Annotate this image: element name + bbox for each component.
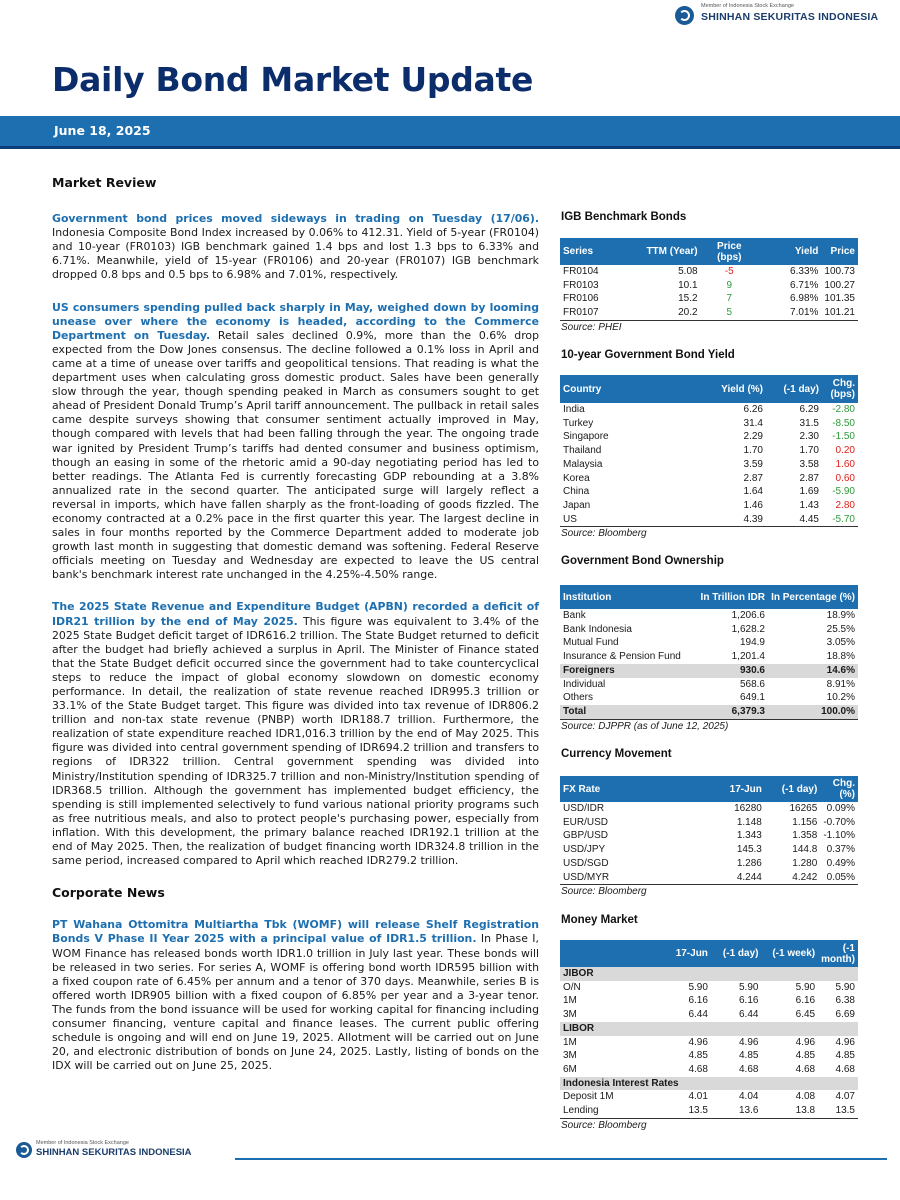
yield10-cell: 1.70: [799, 445, 819, 457]
currency-cell: -0.70%: [823, 816, 855, 828]
yield10-cell: 1.60: [835, 458, 855, 470]
igb-cell: 7.01%: [758, 306, 821, 320]
yield10-header-yield: Yield (%): [686, 375, 766, 403]
money-cell: 4.96: [739, 1036, 759, 1048]
money-cell: 3M: [563, 1050, 577, 1062]
currency-cell: 0.37%: [826, 844, 855, 856]
ownership-cell: Mutual Fund: [563, 637, 619, 649]
yield10-cell: 2.87: [743, 472, 763, 484]
table-row: [560, 1063, 858, 1077]
market-review-paragraph-1: [52, 212, 539, 282]
money-cell: 4.04: [739, 1091, 759, 1103]
money-cell: 6.16: [795, 995, 816, 1007]
money-cell: 6.44: [739, 1009, 759, 1021]
igb-cell: FR0107: [560, 306, 635, 320]
corporate-news-heading: Corporate News: [52, 885, 165, 901]
currency-cell: USD/MYR: [560, 871, 684, 885]
currency-cell: 0.05%: [820, 871, 858, 885]
money-cell: 4.68: [688, 1063, 708, 1075]
table-row: [560, 472, 858, 486]
currency-cell: 144.8: [792, 844, 818, 856]
ownership-cell: Total: [560, 705, 686, 719]
money-cell: 4.85: [835, 1050, 855, 1062]
table-row: [560, 430, 858, 444]
ownership-cell: Bank Indonesia: [563, 623, 632, 635]
igb-cell: -5: [724, 266, 734, 277]
currency-title: Currency Movement: [561, 748, 672, 760]
money-cell: 5.90: [688, 981, 708, 993]
currency-cell: 1.358: [792, 830, 818, 842]
ownership-table: [560, 585, 858, 720]
igb-cell: 6.33%: [790, 266, 819, 277]
money-cell: O/N: [563, 981, 581, 993]
money-cell: 6.69: [835, 1009, 855, 1021]
yield10-cell: -8.50: [832, 417, 855, 429]
currency-cell: 0.09%: [826, 803, 855, 814]
ownership-cell: Insurance & Pension Fund: [563, 651, 681, 663]
igb-header-yield: Yield: [758, 238, 821, 265]
group-label: LIBOR: [560, 1022, 858, 1036]
yield10-cell: 3.59: [743, 458, 763, 470]
igb-cell: 100.27: [824, 279, 855, 291]
yield10-cell: Korea: [563, 472, 590, 484]
yield10-cell: 31.4: [743, 417, 763, 429]
igb-section: [560, 238, 858, 334]
table-row: [560, 417, 858, 431]
yield10-cell: Malaysia: [563, 458, 603, 470]
ownership-cell: 649.1: [739, 692, 765, 704]
table-row: [560, 292, 858, 306]
ownership-cell: Foreigners: [560, 664, 686, 678]
logo-tagline: Member of Indonesia Stock Exchange: [701, 3, 794, 9]
currency-cell: 1.286: [736, 857, 762, 869]
currency-cell: USD/IDR: [563, 803, 605, 814]
table-row: [560, 458, 858, 472]
currency-cell: USD/SGD: [563, 857, 609, 869]
ownership-cell: 25.5%: [826, 623, 855, 635]
ownership-header-trillion: In Trillion IDR: [686, 585, 768, 609]
ownership-header-institution: Institution: [560, 585, 686, 609]
table-row: [560, 650, 858, 664]
igb-cell: 101.35: [824, 293, 855, 305]
logo-name: SHINHAN SEKURITAS INDONESIA: [701, 11, 879, 23]
market-review-paragraph-3: [52, 600, 539, 868]
corporate-news-paragraph-1: [52, 918, 539, 1073]
ownership-cell: 18.9%: [826, 610, 855, 621]
igb-cell: 10.1: [678, 279, 698, 291]
yield10-cell: 2.29: [743, 431, 763, 443]
table-row: [560, 871, 858, 885]
table-row: [560, 609, 858, 623]
igb-cell: 9: [726, 279, 733, 291]
currency-cell: GBP/USD: [563, 830, 609, 842]
ownership-cell: 18.8%: [826, 651, 855, 663]
currency-cell: 16265: [789, 803, 818, 814]
table-row: [560, 857, 858, 871]
table-row: [560, 623, 858, 637]
igb-cell: 15.2: [678, 293, 698, 305]
igb-cell: 7: [726, 293, 733, 305]
ownership-cell: 100.0%: [768, 705, 858, 719]
yield10-cell: -1.50: [832, 431, 855, 443]
paragraph-body: In Phase I, WOM Finance has released bonds worth IDR1.0 trillion in July last year. These bonds will be released in two series. For series A, WOMF is offering bond worth IDR595 billion with a fixed coupon rate of 6.45% per annum and a tenor of 370 days. Meanwhile, series B is offered worth IDR905 billion with a fixed coupon of 6.85% per year and a 3-year tenor. The funds from the bond issuance will be used for working capital for financing including consumer financing, venture capital and finance leases. The current public offering schedule is ongoing and will end on June 19, 2025. Allotment will be carried out on June 20, and electronic distribution of bonds on June 24, 2025. Lastly, listing of bonds on the IDX will be carried out on June 25, 2025.: [52, 932, 539, 1073]
yield10-title: 10-year Government Bond Yield: [561, 349, 735, 361]
table-row: [560, 1036, 858, 1050]
igb-source: Source: PHEI: [561, 321, 622, 333]
money-cell: 4.96: [835, 1036, 855, 1048]
currency-cell: 1.156: [792, 816, 818, 828]
igb-cell: FR0104: [563, 266, 599, 277]
group-row-indonesia-rates: [560, 1077, 858, 1091]
ownership-cell: 1,201.4: [731, 651, 765, 663]
ownership-cell: 1,628.2: [731, 623, 765, 635]
money-cell: 4.68: [835, 1063, 855, 1075]
currency-header-date: 17-Jun: [684, 776, 765, 802]
money-cell: 4.08: [795, 1091, 816, 1103]
money-header-date: 17-Jun: [657, 940, 711, 967]
yield10-header-change: Chg. (bps): [822, 375, 858, 403]
yield10-cell: 4.39: [686, 513, 766, 527]
yield10-cell: 2.30: [799, 431, 819, 443]
yield10-cell: India: [563, 404, 585, 415]
left-column: [52, 176, 539, 1091]
currency-cell: -1.10%: [823, 830, 855, 842]
yield10-cell: 2.87: [799, 472, 819, 484]
paragraph-body: This figure was equivalent to 3.4% of the 2025 State Budget deficit target of IDR616.2 trillion. The State Budget returned to deficit after the budget had briefly achieved a surplus in April. The Minister of Finance stated that the State Budget deficit occurred since the government had to take countercyclical steps to reduce the impact of global economy slowdown on domestic economy performance. In detail, the realization of state revenue reached IDR995.3 trillion or 33.1% of the State Budget target. This figure was divided into tax revenue of IDR806.2 trillion and non-tax state revenue (PNBP) worth IDR188.7 trillion. Furthermore, the realization of state expenditure reached IDR1,016.3 trillion by the end of May 2025. This figure was divided into central government spending of IDR694.2 trillion and transfers to regions of IDR322 trillion. Central government spending was divided into Ministry/Institution spending of IDR325.7 trillion and non-Ministry/Institution spending of IDR368.5 trillion. Although the government has implemented budget efficiency, the spending is still implemented selectively to fund various national priority programs such as free nutritious meals, and also to protect people's purchasing power, especially from inflation. With this development, the primary balance reached IDR192.1 trillion at the end of May 2025. Then, the realization of budget financing worth IDR324.8 trillion in the same period, increased compared to April which reached IDR279.2 trillion.: [52, 614, 539, 868]
page-title: Daily Bond Market Update: [52, 60, 534, 99]
table-row: [560, 499, 858, 513]
date-band: [0, 116, 900, 146]
group-row-libor: [560, 1022, 858, 1036]
table-row-highlight: [560, 664, 858, 678]
yield10-section: [560, 375, 858, 540]
money-cell: 6.38: [835, 995, 855, 1007]
money-section: [560, 940, 858, 1132]
ownership-section: [560, 585, 858, 733]
money-cell: 6M: [563, 1063, 577, 1075]
shinhan-logo-icon: [16, 1142, 32, 1158]
paragraph-body: Retail sales declined 0.9%, more than the 0.6% drop expected from the Dow Jones consensus. The decline followed a 0.1% loss in April and came at a time of unease over tariffs and geopolitical tensions. That reading is what the department uses when calculating gross domestic product. Sales have been generally slow through the year, though spending peaked in March as consumers sought to get ahead of President Donald Trump’s April tariff announcement. The pullback in retail sales came despite surveys showing that consumer sentiment actually improved in May, though compared with levels that had been falling through the year. The ongoing trade war ignited by President Trump’s tariffs had dented consumer and business optimism, though an easing in some of the rhetoric amid a 90-day negotiating period has led to better readings. The Atlanta Fed is currently forecasting GDP rebounding at a 3.8% annualized rate in the second quarter. The anticipated surge will largely reflect a reversal in imports, which have fallen sharply as the front-loading of goods fizzled. The economy contracted at a 0.2% pace in the first quarter this year. The largest decline in sales in four months reported by the Commerce Department added to moderate job growth last month in suggesting that domestic demand was softening. Federal Reserve officials meeting on Tuesday and Wednesday are expected to leave the US central bank's benchmark interest rate unchanged in the 4.25%-4.50% range.: [52, 328, 540, 582]
currency-cell: 4.244: [684, 871, 765, 885]
money-cell: 4.68: [739, 1063, 759, 1075]
ownership-cell: 14.6%: [768, 664, 858, 678]
report-date: June 18, 2025: [54, 123, 151, 138]
yield10-cell: 1.43: [799, 499, 819, 511]
footer-divider: [235, 1158, 887, 1160]
paragraph-lead: The 2025 State Revenue and Expenditure Budget (APBN) recorded a deficit of IDR21 trillion by the end of May 2025.: [52, 600, 539, 628]
money-cell: 13.6: [711, 1104, 762, 1118]
table-row: [560, 1008, 858, 1022]
igb-cell: 6.71%: [790, 279, 819, 291]
igb-header-series: Series: [560, 238, 635, 265]
table-row: [560, 1049, 858, 1063]
igb-cell: FR0103: [563, 279, 599, 291]
money-header-week: (-1 week): [761, 940, 818, 967]
igb-cell: 20.2: [635, 306, 700, 320]
table-row: [560, 1104, 858, 1118]
currency-cell: EUR/USD: [563, 816, 609, 828]
group-label: Indonesia Interest Rates: [560, 1077, 858, 1091]
yield10-cell: -5.70: [822, 513, 858, 527]
yield10-cell: Thailand: [563, 445, 602, 457]
money-cell: Deposit 1M: [563, 1091, 614, 1103]
table-row: [560, 691, 858, 705]
ownership-source: Source: DJPPR (as of June 12, 2025): [561, 720, 729, 732]
table-row-total: [560, 705, 858, 719]
ownership-title: Government Bond Ownership: [561, 555, 724, 567]
money-cell: 4.85: [688, 1050, 708, 1062]
money-cell: 6.45: [795, 1009, 816, 1021]
table-row: [560, 444, 858, 458]
igb-cell: FR0106: [563, 293, 599, 305]
shinhan-logo-icon: [675, 6, 694, 25]
money-cell: 4.85: [795, 1050, 816, 1062]
yield10-cell: 1.46: [743, 499, 763, 511]
igb-cell: 100.73: [824, 266, 855, 277]
table-row: [560, 485, 858, 499]
igb-cell: 5: [701, 306, 758, 320]
yield10-table: [560, 375, 858, 527]
currency-cell: USD/JPY: [563, 844, 606, 856]
money-header-label: [560, 940, 657, 967]
yield10-cell: 2.80: [835, 499, 855, 511]
table-row: [560, 279, 858, 293]
money-source: Source: Bloomberg: [561, 1119, 647, 1131]
money-cell: 13.5: [818, 1104, 858, 1118]
ownership-cell: Individual: [563, 678, 606, 690]
igb-header-price: Price: [821, 238, 858, 265]
ownership-cell: 10.2%: [826, 692, 855, 704]
table-row: [560, 994, 858, 1008]
currency-cell: 16280: [734, 803, 762, 814]
bottom-logo: [16, 1140, 216, 1162]
table-row: [560, 513, 858, 527]
money-title: Money Market: [561, 914, 638, 926]
table-row: [560, 981, 858, 995]
date-band-underline: [0, 146, 900, 149]
yield10-cell: Turkey: [563, 417, 594, 429]
money-cell: 1M: [563, 1036, 577, 1048]
money-cell: Lending: [560, 1104, 657, 1118]
igb-header-change: Price (bps): [701, 238, 758, 265]
currency-cell: 1.148: [736, 816, 762, 828]
group-row-jibor: [560, 967, 858, 981]
top-logo: [675, 3, 890, 25]
yield10-cell: 0.20: [835, 445, 855, 457]
currency-section: [560, 776, 858, 898]
ownership-cell: 930.6: [686, 664, 768, 678]
group-label: JIBOR: [560, 967, 858, 981]
money-cell: 13.5: [657, 1104, 711, 1118]
table-row: [560, 816, 858, 830]
money-cell: 4.96: [795, 1036, 816, 1048]
yield10-cell: 0.60: [835, 472, 855, 484]
table-row: [560, 802, 858, 816]
currency-header-prev: (-1 day): [765, 776, 820, 802]
yield10-cell: 3.58: [799, 458, 819, 470]
yield10-cell: Singapore: [563, 431, 609, 443]
money-cell: 5.90: [795, 981, 816, 993]
ownership-cell: Bank: [563, 610, 586, 621]
yield10-cell: China: [563, 486, 590, 498]
yield10-cell: 6.26: [743, 404, 763, 415]
igb-cell: 101.21: [821, 306, 858, 320]
yield10-cell: 4.45: [766, 513, 822, 527]
table-row: [560, 678, 858, 692]
table-row: [560, 403, 858, 417]
money-cell: 4.85: [739, 1050, 759, 1062]
currency-header-change: Chg. (%): [820, 776, 858, 802]
money-cell: 3M: [563, 1009, 577, 1021]
money-cell: 6.16: [688, 995, 708, 1007]
table-row: [560, 829, 858, 843]
ownership-cell: 6,379.3: [686, 705, 768, 719]
ownership-cell: 8.91%: [826, 678, 855, 690]
money-table: [560, 940, 858, 1119]
yield10-cell: 1.70: [743, 445, 763, 457]
paragraph-lead: Government bond prices moved sideways in trading on Tuesday (17/06).: [52, 212, 539, 226]
money-cell: 13.8: [761, 1104, 818, 1118]
market-review-heading: Market Review: [52, 175, 157, 190]
paragraph-lead: PT Wahana Ottomitra Multiartha Tbk (WOMF) will release Shelf Registration Bonds V Phase II Year 2025 with a principal value of IDR1.5 trillion.: [52, 918, 539, 946]
table-row: [560, 1090, 858, 1104]
paragraph-lead: US consumers spending pulled back sharply in May, weighed down by looming unease over where the economy is headed, according to the Commerce Department on Tuesday.: [52, 300, 539, 342]
yield10-cell: 6.29: [799, 404, 819, 415]
money-cell: 6.16: [739, 995, 759, 1007]
ownership-cell: 194.9: [739, 637, 765, 649]
igb-cell: 6.98%: [790, 293, 819, 305]
yield10-cell: 31.5: [799, 417, 819, 429]
market-review-paragraph-2: [52, 301, 539, 583]
igb-title: IGB Benchmark Bonds: [561, 211, 687, 223]
yield10-header-prev: (-1 day): [766, 375, 822, 403]
money-cell: 4.96: [688, 1036, 708, 1048]
money-cell: 1M: [563, 995, 577, 1007]
money-cell: 4.01: [688, 1091, 708, 1103]
money-cell: 4.07: [835, 1091, 855, 1103]
igb-header-ttm: TTM (Year): [635, 238, 700, 265]
money-header-day: (-1 day): [711, 940, 762, 967]
yield10-cell: 1.64: [743, 486, 763, 498]
yield10-source: Source: Bloomberg: [561, 528, 647, 540]
yield10-cell: 1.69: [799, 486, 819, 498]
paragraph-body: Indonesia Composite Bond Index increased by 0.06% to 412.31. Yield of 5-year (FR0104) and 10-year (FR0103) IGB benchmark gained 1.4 bps and lost 1.3 bps to 6.33% and 6.71%. Meanwhile, yield of 15-year (FR0106) and 20-year (FR0107) IGB benchmark dropped 0.8 bps and 0.5 bps to 6.98% and 7.01%, respectively.: [52, 226, 539, 282]
table-row: [560, 265, 858, 279]
currency-cell: 4.242: [765, 871, 820, 885]
yield10-cell: -2.80: [832, 404, 855, 415]
currency-cell: 1.280: [792, 857, 818, 869]
yield10-header-country: Country: [560, 375, 686, 403]
logo-name: SHINHAN SEKURITAS INDONESIA: [36, 1147, 192, 1158]
money-header-month: (-1 month): [818, 940, 858, 967]
ownership-cell: 3.05%: [826, 637, 855, 649]
currency-table: [560, 776, 858, 885]
currency-cell: 0.49%: [826, 857, 855, 869]
table-row: [560, 636, 858, 650]
money-cell: 6.44: [688, 1009, 708, 1021]
money-cell: 5.90: [739, 981, 759, 993]
ownership-cell: 568.6: [739, 678, 765, 690]
igb-cell: 5.08: [678, 266, 698, 277]
yield10-cell: -5.90: [832, 486, 855, 498]
currency-cell: 1.343: [736, 830, 762, 842]
table-row: [560, 843, 858, 857]
igb-table: [560, 238, 858, 321]
money-cell: 4.68: [795, 1063, 816, 1075]
yield10-cell: US: [560, 513, 686, 527]
table-row: [560, 306, 858, 320]
currency-header-fx: FX Rate: [560, 776, 684, 802]
ownership-header-percentage: In Percentage (%): [768, 585, 858, 609]
currency-source: Source: Bloomberg: [561, 886, 647, 898]
logo-tagline: Member of Indonesia Stock Exchange: [36, 1140, 129, 1146]
yield10-cell: Japan: [563, 499, 591, 511]
money-cell: 5.90: [835, 981, 855, 993]
ownership-cell: 1,206.6: [731, 610, 765, 621]
currency-cell: 145.3: [736, 844, 762, 856]
ownership-cell: Others: [563, 692, 594, 704]
